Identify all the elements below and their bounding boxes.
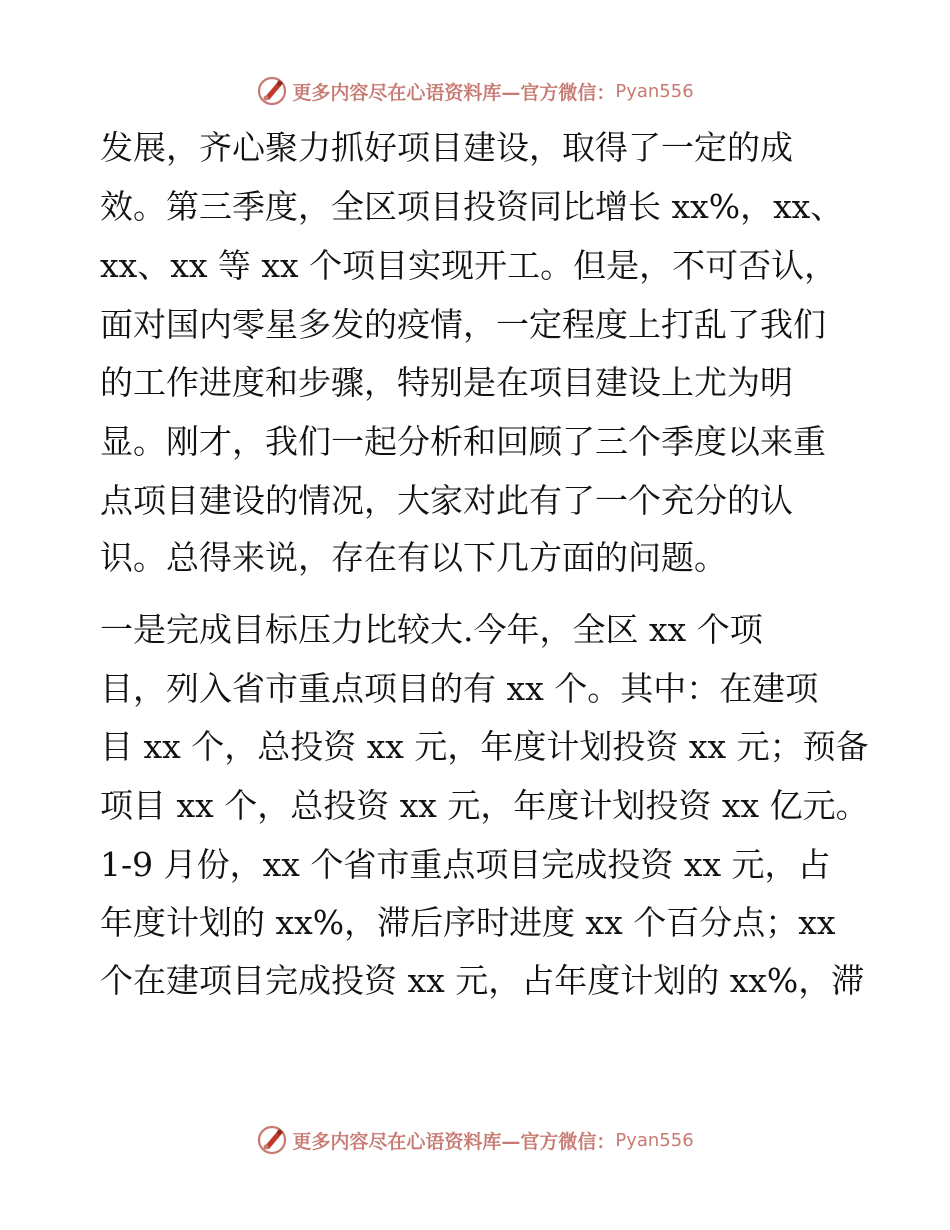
text-line: 目 xx 个，总投资 xx 元，年度计划投资 xx 元；预备 [100, 727, 869, 766]
seal-logo-icon [256, 1124, 288, 1156]
text-line: 点项目建设的情况，大家对此有了一个充分的认 [100, 481, 793, 520]
text-line: 面对国内零星多发的疫情，一定程度上打乱了我们 [100, 305, 826, 344]
text-line: 的工作进度和步骤，特别是在项目建设上尤为明 [100, 363, 793, 402]
watermark-wechat-id: Pyan556 [615, 80, 694, 102]
text-line: 识。总得来说，存在有以下几方面的问题。 [100, 538, 727, 577]
text-line: xx、xx 等 xx 个项目实现开工。但是，不可否认， [100, 246, 838, 285]
footer-watermark [0, 1123, 950, 1157]
watermark-text: 更多内容尽在心语资料库—官方微信： [292, 81, 616, 104]
text-line: 项目 xx 个，总投资 xx 元，年度计划投资 xx 亿元。 [100, 786, 869, 825]
text-line: 1-9 月份，xx 个省市重点项目完成投资 xx 元，占 [100, 845, 831, 884]
watermark-text: 更多内容尽在心语资料库—官方微信： [292, 1130, 616, 1153]
text-line: 个在建项目完成投资 xx 元，占年度计划的 xx%，滞 [100, 961, 865, 1000]
text-line: 显。刚才，我们一起分析和回顾了三个季度以来重 [100, 422, 826, 461]
text-line: 效。第三季度，全区项目投资同比增长 xx%，xx、 [100, 187, 844, 226]
text-line: 年度计划的 xx%，滞后序时进度 xx 个百分点；xx [100, 903, 836, 942]
watermark-wechat-id: Pyan556 [615, 1129, 694, 1151]
text-line: 目，列入省市重点项目的有 xx 个。其中：在建项 [100, 669, 819, 708]
text-line: 发展，齐心聚力抓好项目建设，取得了一定的成 [100, 128, 793, 167]
text-line: 一是完成目标压力比较大.今年，全区 xx 个项 [100, 610, 763, 649]
